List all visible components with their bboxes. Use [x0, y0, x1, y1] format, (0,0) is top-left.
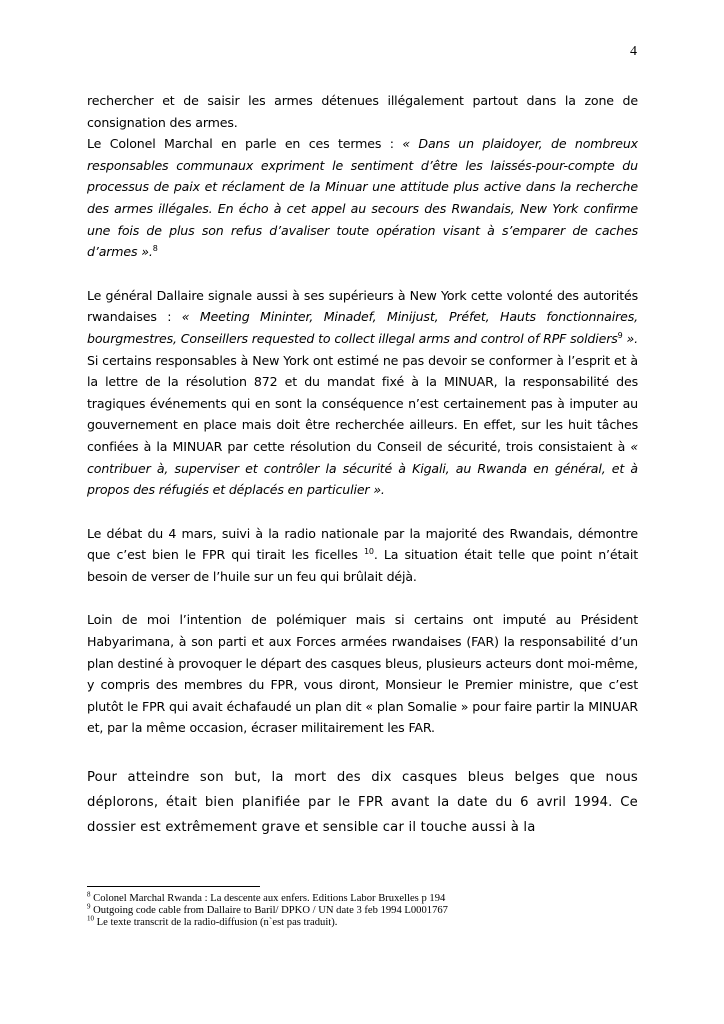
- italic-quote: « contribuer à, superviser et contrôler la sécurité à Kigali, au Rwanda en général, et à propos des réfugiés et déplacés en particulier ».: [87, 438, 638, 498]
- document-body: [87, 90, 638, 840]
- paragraph-text: Le Colonel Marchal en parle en ces termes :: [87, 136, 403, 152]
- footnote-number: 10: [87, 914, 94, 923]
- paragraph-text: . La situation était telle que point n’était besoin de verser de l’huile sur un feu qui brûlait déjà.: [87, 547, 638, 584]
- paragraph-arms-search: [87, 90, 638, 133]
- footnote-10: [87, 914, 647, 929]
- paragraph-text: Pour atteindre son but, la mort des dix casques bleus belges que nous déplorons, était bien planifiée par le FPR avant la date du 6 avril 1994. Ce dossier est extrêmement grave et sensible car il touche aussi à la: [87, 770, 638, 836]
- footnote-9: [87, 902, 647, 917]
- footnote-text: Outgoing code cable from Dallaire to Baril/ DPKO / UN date 3 feb 1994 L0001767: [90, 905, 448, 917]
- paragraph-debate-4-march: [87, 523, 638, 588]
- footnotes: [87, 890, 647, 930]
- footnote-separator: [87, 886, 260, 887]
- footnote-text: Colonel Marchal Rwanda : La descente aux enfers. Editions Labor Bruxelles p 194: [90, 893, 446, 904]
- footnote-ref-8: 8: [152, 243, 158, 253]
- footnote-number: 8: [87, 890, 91, 899]
- paragraph-text: Le général Dallaire signale aussi à ses supérieurs à New York cette volonté des autorités rwandaises :: [87, 287, 638, 325]
- footnote-ref-9: 9: [617, 330, 623, 340]
- paragraph-text: rechercher et de saisir les armes détenues illégalement partout dans la zone de consignation des armes.: [87, 93, 638, 130]
- paragraph-marchal-quote: [87, 133, 638, 263]
- paragraph-text: Le débat du 4 mars, suivi à la radio nationale par la majorité des Rwandais, démontre que c’est bien le FPR qui tirait les ficelles: [87, 525, 638, 563]
- paragraph-belgian-peacekeepers: [87, 765, 638, 840]
- paragraph-text: Si certains responsables à New York ont estimé ne pas devoir se conformer à l’esprit et à la lettre de la résolution 872 et du mandat fixé à la MINUAR, la responsabilité des tragiques événements qui en sont la conséquence n’est certainement pas à imputer au gouvernement en place mais doit être recherchée ailleurs. En effet, sur les huit tâches confiées à la MINUAR par cette résolution du Conseil de sécurité, trois consistaient à: [87, 352, 638, 454]
- footnote-8: [87, 890, 647, 905]
- italic-quote-end: ».: [622, 330, 638, 346]
- italic-quote: « Dans un plaidoyer, de nombreux responsables communaux expriment le sentiment d’être les laissés-pour-compte du processus de paix et réclament de la Minuar une attitude plus active dans la recherche des armes illégales. En écho à cet appel au secours des Rwandais, New York confirme une fois de plus son refus d’avaliser toute opération visant à s’emparer de caches d’armes ».: [87, 136, 638, 260]
- footnote-text: Le texte transcrit de la radio-diffusion (n`est pas traduit).: [94, 917, 338, 929]
- paragraph-dallaire: [87, 285, 638, 350]
- footnote-number: 9: [87, 902, 91, 911]
- paragraph-resolution-872: [87, 350, 638, 501]
- paragraph-text: Loin de moi l’intention de polémiquer mais si certains ont imputé au Président Habyarimana, à son parti et aux Forces armées rwandaises (FAR) la responsabilité d’un plan destiné à provoquer le départ des casques bleus, plusieurs acteurs dont moi-même, y compris des membres du FPR, vous diront, Monsieur le Premier ministre, que c’est plutôt le FPR qui avait échafaudé un plan dit « plan Somalie » pour faire partir la MINUAR et, par la même occasion, écraser militairement les FAR.: [87, 612, 638, 736]
- page-number: 4: [630, 44, 637, 59]
- footnote-ref-10: 10: [363, 547, 374, 557]
- paragraph-plan-somalie: [87, 609, 638, 739]
- italic-quote: « Meeting Mininter, Minadef, Minijust, Préfet, Hauts fonctionnaires, bourgmestres, Conseillers requested to collect illegal arms and control of RPF soldiers: [87, 309, 638, 346]
